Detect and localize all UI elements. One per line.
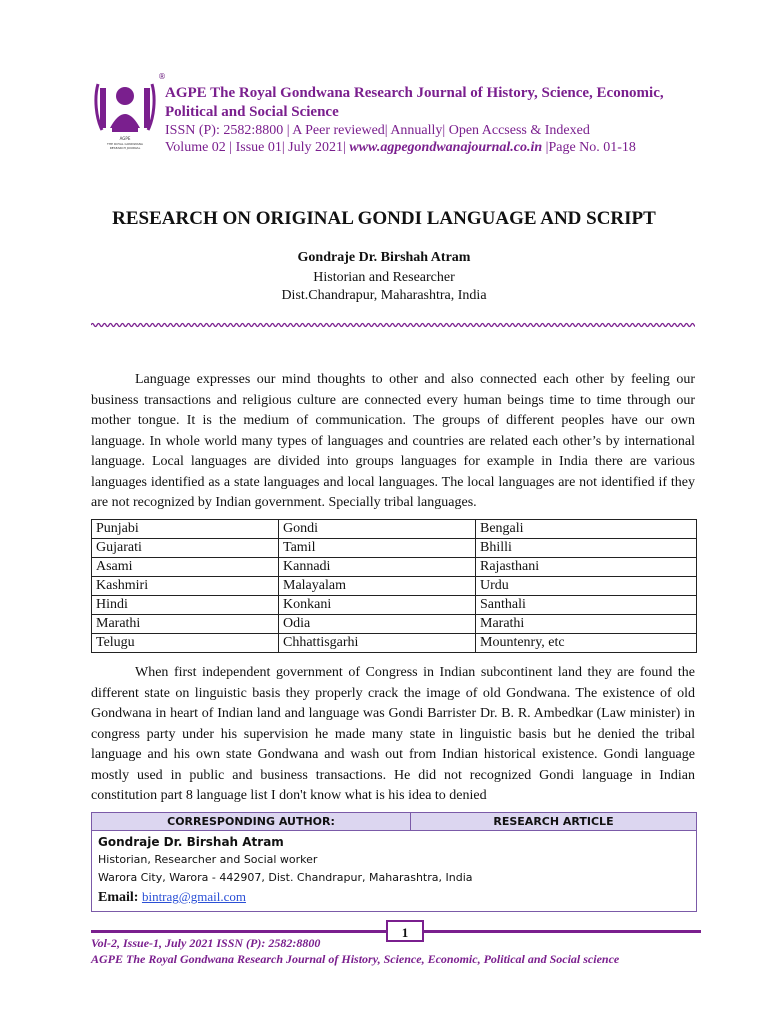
table-cell: Kashmiri bbox=[92, 577, 279, 596]
author-name: Gondraje Dr. Birshah Atram bbox=[297, 250, 471, 265]
page-range: |Page No. 01-18 bbox=[542, 140, 636, 155]
corresponding-email-row bbox=[98, 889, 246, 906]
email-label: Email: bbox=[98, 890, 139, 905]
email-link[interactable]: bintrag@gmail.com bbox=[141, 889, 246, 904]
journal-title-line-2: Political and Social Science bbox=[165, 104, 339, 120]
website-link[interactable]: www.agpegondwanajournal.co.in bbox=[349, 140, 543, 155]
table-row bbox=[92, 577, 697, 596]
table-row bbox=[92, 558, 697, 577]
footer-journal-line: AGPE The Royal Gondwana Research Journal of History, Science, Economic, Political and Social science bbox=[91, 952, 620, 966]
table-cell: Marathi bbox=[92, 615, 279, 634]
table-cell: Hindi bbox=[92, 596, 279, 615]
author-affiliation-1: Historian and Researcher bbox=[313, 270, 455, 285]
corresponding-box-header bbox=[92, 813, 696, 831]
volume-line bbox=[165, 139, 725, 156]
article-title: RESEARCH ON ORIGINAL GONDI LANGUAGE AND SCRIPT bbox=[112, 208, 656, 229]
svg-text:RESEARCH JOURNAL: RESEARCH JOURNAL bbox=[109, 146, 141, 150]
table-cell: Odia bbox=[279, 615, 476, 634]
corresponding-author-box bbox=[91, 812, 697, 912]
svg-text:THE ROYAL GONDWANA: THE ROYAL GONDWANA bbox=[107, 142, 143, 146]
corresponding-name: Gondraje Dr. Birshah Atram bbox=[98, 835, 284, 849]
paragraph-2 bbox=[91, 663, 695, 807]
table-cell: Malayalam bbox=[279, 577, 476, 596]
table-cell: Telugu bbox=[92, 634, 279, 653]
table-cell: Tamil bbox=[279, 539, 476, 558]
table-cell: Marathi bbox=[476, 615, 697, 634]
paragraph-2-text: When first independent government of Congress in Indian subcontinent land they are found the different state on linguistic basis they properly crack the image of old Gondwana. The existence of old Gondwana in heart of Indian land and language was Gondi Barrister Dr. B. R. Ambedkar (Law minister) in congress party under his supervision he made many state in linguistic basis but he denied the tribal language and his own state Gondwana and wash out from Indian historical existence. Gondi language mostly used in public and business transactions. He did not recognized Gondi language in Indian constitution part 8 language list I don't know what is his idea to denied bbox=[91, 665, 695, 803]
page-number: 1 bbox=[386, 920, 424, 942]
footer-issue-line: Vol-2, Issue-1, July 2021 ISSN (P): 2582:8800 bbox=[91, 936, 321, 950]
table-cell: Mountenry, etc bbox=[476, 634, 697, 653]
table-cell: Kannadi bbox=[279, 558, 476, 577]
table-cell: Konkani bbox=[279, 596, 476, 615]
table-row bbox=[92, 615, 697, 634]
table-cell: Urdu bbox=[476, 577, 697, 596]
languages-table bbox=[91, 519, 697, 653]
table-row bbox=[92, 596, 697, 615]
issn-line: ISSN (P): 2582:8800 | A Peer reviewed| Annually| Open Accsess & Indexed bbox=[165, 123, 590, 138]
journal-logo bbox=[92, 78, 158, 156]
svg-text:AGPE: AGPE bbox=[119, 136, 131, 141]
separator-line bbox=[91, 318, 695, 332]
table-row bbox=[92, 520, 697, 539]
table-cell: Santhali bbox=[476, 596, 697, 615]
volume-prefix: Volume 02 | Issue 01| July 2021| bbox=[165, 140, 350, 155]
paragraph-1-text: Language expresses our mind thoughts to other and also connected each other by feeling our business transactions and religious culture are connected every human beings time to time through our mother tongue. It is the medium of communication. The groups of different peoples have our own language. In whole world many types of languages and countries are related each other’s by international language. Local languages are divided into groups languages for example in India there are various languages identified as a state languages and local languages. The local languages are not identified if they are not recognized by Indian government. Specially tribal languages. bbox=[91, 372, 695, 510]
table-cell: Gondi bbox=[279, 520, 476, 539]
research-article-heading: RESEARCH ARTICLE bbox=[411, 813, 696, 831]
paragraph-1 bbox=[91, 370, 695, 514]
corresponding-role: Historian, Researcher and Social worker bbox=[98, 853, 318, 866]
journal-header bbox=[165, 84, 725, 156]
registered-mark: ® bbox=[158, 72, 166, 81]
corresponding-author-heading: CORRESPONDING AUTHOR: bbox=[92, 813, 411, 831]
table-cell: Bengali bbox=[476, 520, 697, 539]
table-cell: Chhattisgarhi bbox=[279, 634, 476, 653]
corresponding-address: Warora City, Warora - 442907, Dist. Chandrapur, Maharashtra, India bbox=[98, 871, 473, 884]
author-affiliation-2: Dist.Chandrapur, Maharashtra, India bbox=[281, 288, 487, 303]
table-cell: Gujarati bbox=[92, 539, 279, 558]
table-cell: Punjabi bbox=[92, 520, 279, 539]
table-cell: Asami bbox=[92, 558, 279, 577]
table-cell: Bhilli bbox=[476, 539, 697, 558]
table-cell: Rajasthani bbox=[476, 558, 697, 577]
table-row bbox=[92, 539, 697, 558]
journal-title-line-1: AGPE The Royal Gondwana Research Journal of History, Science, Economic, bbox=[165, 85, 664, 101]
table-row bbox=[92, 634, 697, 653]
